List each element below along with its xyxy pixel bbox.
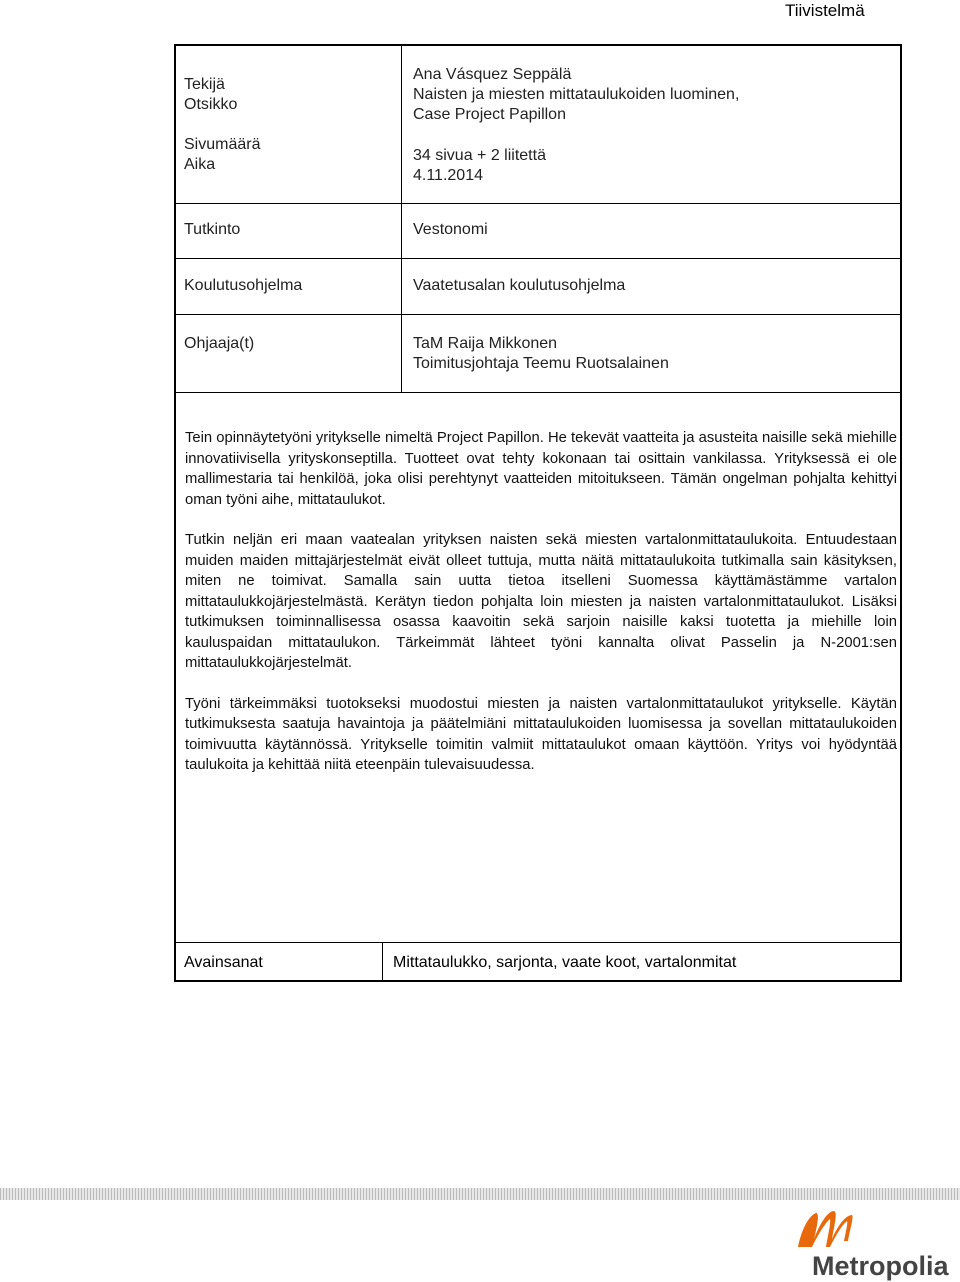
column-divider bbox=[401, 46, 402, 392]
abstract-form bbox=[174, 44, 902, 982]
author-label: Tekijä bbox=[184, 76, 225, 93]
title-label: Otsikko bbox=[184, 96, 238, 113]
row-divider bbox=[176, 258, 900, 259]
keywords-label: Avainsanat bbox=[184, 954, 263, 971]
programme-label: Koulutusohjelma bbox=[184, 277, 303, 294]
abstract-paragraph-1: Tein opinnäytetyöni yritykselle nimeltä Project Papillon. He tekevät vaatteita ja asusteita naisille sekä miehille innovatiivisella yrityskonseptilla. Tuotteet ovat tehty kokonaan tai osittain vankilassa. Yrityksessä ei ole mallimestaria tai henkilöä, joka olisi perehtynyt vaatteiden mitoitukseen. Tämän ongelman pohjalta kehittyi oman työni aihe, mittataulukot. bbox=[185, 430, 897, 508]
logo-wordmark: Metropolia bbox=[812, 1251, 949, 1281]
metropolia-logo bbox=[790, 1205, 960, 1282]
supervisor-2: Toimitusjohtaja Teemu Ruotsalainen bbox=[413, 355, 669, 372]
row-divider bbox=[176, 392, 900, 393]
title-value-line2: Case Project Papillon bbox=[413, 106, 566, 123]
abstract-paragraph-2: Tutkin neljän eri maan vaatealan yrityksen naisten sekä miesten vartalonmittataulukoita. Entuudestaan muiden maiden mittajärjestelmät eivät olleet tuttuja, mutta näitä mittataulukoita tutkimalla sain käsityksen, miten ne toimivat. Samalla sain uutta tietoa itselleni Suomessa käyttämästämme vartalon mittataulukkojärjestelmästä. Kerätyn tiedon pohjalta loin miesten ja naisten vartalonmittataulukot. Lisäksi tutkimuksen toiminnallisessa osassa kaavoitin sekä sarjoin naisille kaksi tuotetta ja miehille loin kauluspaidan mittataulukon. Tärkeimmät lähteet työni kannalta olivat Passelin ja N-2001:sen mittataulukkojärjestelmät. bbox=[185, 532, 897, 671]
column-divider bbox=[382, 943, 383, 980]
date-value: 4.11.2014 bbox=[413, 167, 483, 184]
degree-value: Vestonomi bbox=[413, 221, 488, 238]
date-label: Aika bbox=[184, 156, 216, 173]
row-divider bbox=[176, 203, 900, 204]
logo-mark-icon bbox=[798, 1211, 853, 1247]
pages-value: 34 sivua + 2 liitettä bbox=[413, 147, 546, 164]
supervisors-label: Ohjaaja(t) bbox=[184, 335, 255, 352]
footer-band bbox=[0, 1188, 960, 1200]
author-value: Ana Vásquez Seppälä bbox=[413, 66, 572, 83]
supervisor-1: TaM Raija Mikkonen bbox=[413, 335, 558, 352]
degree-label: Tutkinto bbox=[184, 221, 241, 238]
row-divider bbox=[176, 314, 900, 315]
programme-value: Vaatetusalan koulutusohjelma bbox=[413, 277, 626, 294]
page-heading: Tiivistelmä bbox=[785, 1, 865, 20]
abstract-paragraph-3: Työni tärkeimmäksi tuotokseksi muodostui miesten ja naisten vartalonmittataulukot yritykselle. Käytän tutkimuksesta saatuja havaintoja ja päätelmiäni mittataulukoiden luomisessa ja sovellan mittataulukoiden toimivuutta käytännössä. Yritykselle toimitin valmiit mittataulukot omaan käyttöön. Yritys voi hyödyntää taulukoita ja kehittää niitä eteenpäin tulevaisuudessa. bbox=[185, 695, 897, 773]
keywords-row bbox=[176, 942, 900, 980]
pages-label: Sivumäärä bbox=[184, 136, 261, 153]
keywords-value: Mittataulukko, sarjonta, vaate koot, vartalonmitat bbox=[393, 954, 737, 971]
abstract-text bbox=[185, 428, 897, 796]
title-value-line1: Naisten ja miesten mittataulukoiden luominen, bbox=[413, 86, 740, 103]
